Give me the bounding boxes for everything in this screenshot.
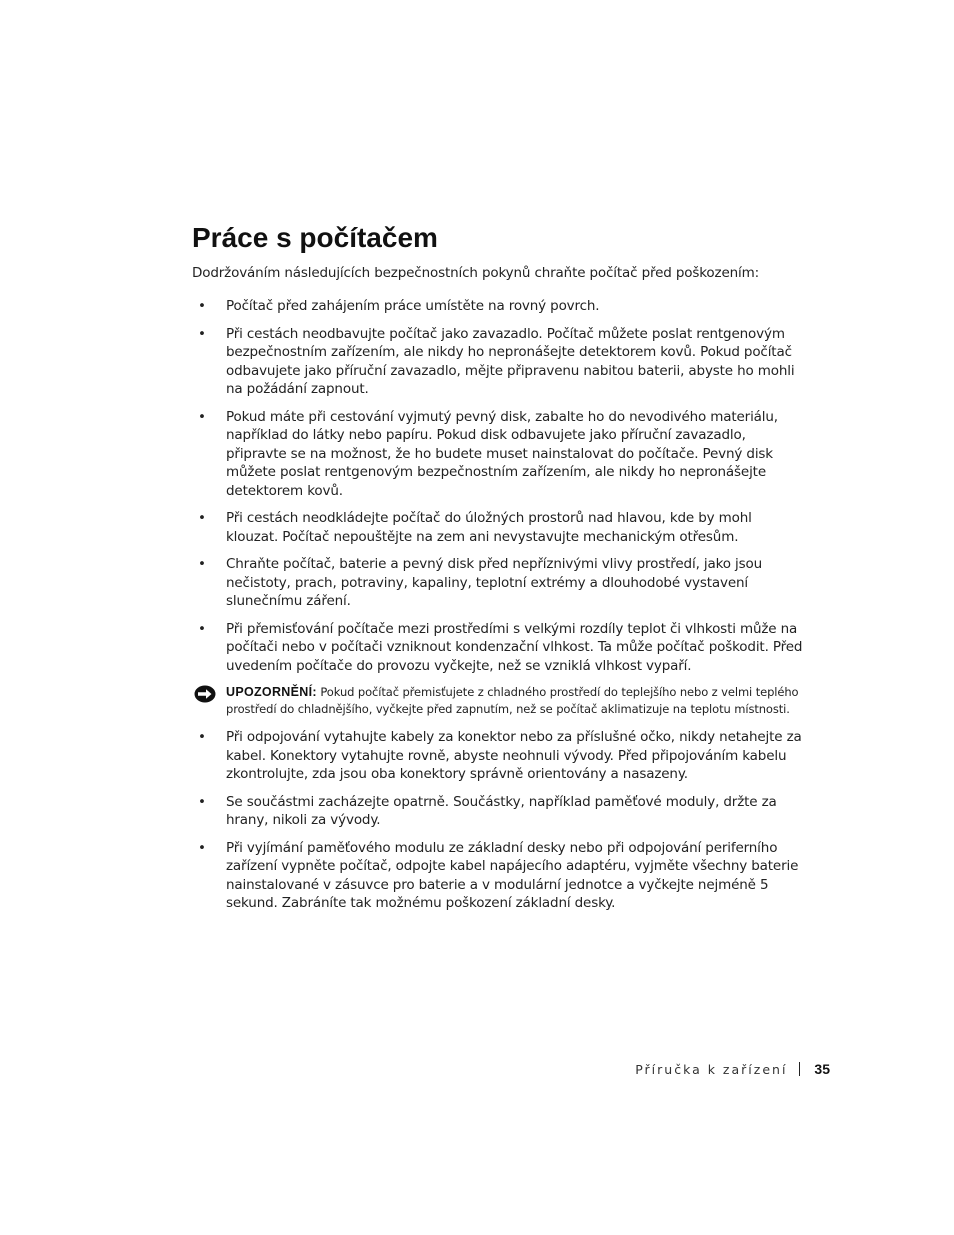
list-item-text: Pokud máte při cestování vyjmutý pevný disk, zabalte ho do nevodivého materiálu, například do látky nebo papíru. Pokud disk odbavujete jako příruční zavazadlo, připravte se na možnost, že ho budete muset nainstalovat do počítače. Pevný disk můžete poslat rentgenovým bezpečnostním zařízením, ale nikdy ho nepronášejte detektorem kovů. (226, 408, 778, 499)
list-item (196, 620, 806, 676)
notice-text: Pokud počítač přemisťujete z chladného prostředí do teplejšího nebo z velmi teplého prostředí do chladnějšího, vyčkejte před zapnutím, než se počítač aklimatizuje na teplotu místnosti. (226, 685, 799, 716)
page-footer (635, 1061, 830, 1077)
precautions-list-continued (196, 728, 806, 913)
page-number: 35 (814, 1061, 830, 1077)
list-item-text: Chraňte počítač, baterie a pevný disk před nepříznivými vlivy prostředí, jako jsou nečistoty, prach, potraviny, kapaliny, teplotní extrémy a dlouhodobé vystavení slunečnímu záření. (226, 556, 763, 609)
notice-label: UPOZORNĚNÍ: (226, 685, 317, 699)
list-item (196, 793, 806, 830)
bullet: • (198, 510, 206, 526)
list-item-text: Při přemisťování počítače mezi prostředími s velkými rozdíly teplot či vlhkosti může na počítači nebo v počítači vzniknout kondenzační vlhkost. Ta může počítač poškodit. Před uvedením počítače do provozu vyčkejte, než se vzniklá vlhkost vypaří. (226, 620, 803, 674)
list-item (196, 325, 806, 399)
list-item-text: Při vyjímání paměťového modulu ze základní desky nebo při odpojování periferního zařízení vypněte počítač, odpojte kabel napájecího adaptéru, vyjměte všechny baterie nainstalované v zásuvce pro baterie a v modulární jednotce a vyčkejte nejméně 5 sekund. Zabráníte tak možnému poškození základní desky. (226, 839, 799, 911)
bullet: • (198, 325, 206, 342)
bullet: • (198, 298, 206, 314)
bullet: • (198, 556, 206, 572)
list-item (196, 509, 806, 546)
list-item-text: Při cestách neodkládejte počítač do úložných prostorů nad hlavou, kde by mohl klouzat. Počítač nepouštějte na zem ani nevystavujte mechanickým otřesům. (226, 510, 752, 545)
bullet: • (198, 729, 206, 745)
footer-divider (799, 1062, 800, 1076)
list-item-text: Při cestách neodbavujte počítač jako zavazadlo. Počítač můžete poslat rentgenovým bezpečnostním zařízením, ale nikdy ho nepronášejte detektorem kovů. Pokud počítač odbavujete jako příruční zavazadlo, mějte připravenu nabitou baterii, abyste ho mohli na požádání zapnout. (226, 325, 795, 397)
list-item (196, 839, 806, 913)
list-item-text: Se součástmi zacházejte opatrně. Součástky, například paměťové moduly, držte za hrany, nikoli za vývody. (226, 793, 777, 828)
notice-box (196, 684, 806, 718)
bullet: • (198, 408, 206, 425)
notice-arrow-icon (194, 685, 216, 703)
content (196, 297, 806, 922)
bullet: • (198, 839, 206, 856)
precautions-list (196, 297, 806, 675)
bullet: • (198, 620, 206, 637)
list-item (196, 297, 806, 316)
bullet: • (198, 793, 206, 810)
list-item (196, 408, 806, 501)
intro-paragraph: Dodržováním následujících bezpečnostních pokynů chraňte počítač před poškozením: (192, 265, 760, 281)
list-item-text: Počítač před zahájením práce umístěte na rovný povrch. (226, 298, 600, 314)
page-title: Práce s počítačem (192, 222, 438, 253)
list-item (196, 555, 806, 611)
list-item-text: Při odpojování vytahujte kabely za konektor nebo za příslušné očko, nikdy netahejte za kabel. Konektory vytahujte rovně, abyste neohnuli vývody. Před připojováním kabelu zkontrolujte, zda jsou oba konektory správně orientovány a nasazeny. (226, 729, 802, 782)
footer-title: Příručka k zařízení (635, 1061, 788, 1077)
list-item (196, 728, 806, 784)
